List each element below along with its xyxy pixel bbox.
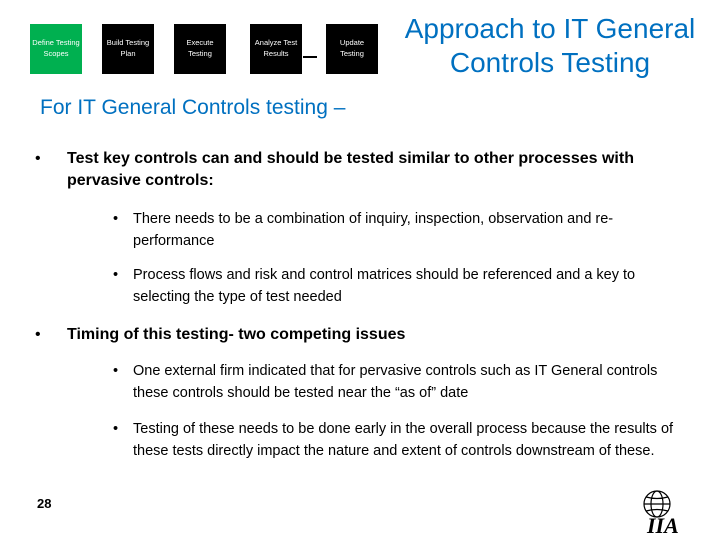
step-label: Update Testing	[339, 38, 365, 58]
step-label: Build Testing Plan	[106, 38, 150, 58]
bullet-glyph: •	[113, 363, 119, 379]
slide-title: Approach to IT General Controls Testing	[404, 13, 696, 78]
page-number: 28	[37, 496, 52, 511]
sub-bullet-text: Process flows and risk and control matrices should be referenced and a key to selecting the type of test needed	[133, 267, 636, 305]
bullet-glyph: •	[113, 267, 119, 283]
step-label: Execute Testing	[186, 38, 214, 58]
step-label: Define Testing Scopes	[32, 38, 80, 58]
step-update-testing	[326, 24, 378, 74]
bullet-glyph: •	[113, 211, 119, 227]
iia-logo	[641, 488, 709, 534]
bullet-glyph: •	[113, 421, 119, 437]
bullet-glyph: •	[35, 326, 41, 343]
step-connector	[303, 56, 317, 58]
step-analyze-test-results	[250, 24, 302, 74]
section-heading: For IT General Controls testing –	[40, 96, 346, 119]
sub-bullet-text: Testing of these needs to be done early in the overall process because the results of these tests directly impact the nature and extent of controls downstream of these.	[133, 421, 674, 459]
step-build-testing-plan	[102, 24, 154, 74]
logo-text: IIA	[647, 513, 679, 534]
step-label: Analyze Test Results	[254, 38, 298, 58]
step-define-testing-scopes	[30, 24, 82, 74]
bullet-text: Timing of this testing- two competing issues	[67, 326, 406, 343]
bullet-glyph: •	[35, 150, 41, 167]
step-execute-testing	[174, 24, 226, 74]
sub-bullet-text: There needs to be a combination of inquiry, inspection, observation and re-performance	[133, 211, 614, 249]
sub-bullet-text: One external firm indicated that for pervasive controls such as IT General controls these controls should be tested near the “as of” date	[133, 363, 658, 401]
bullet-text: Test key controls can and should be tested similar to other processes with pervasive controls:	[67, 150, 634, 189]
